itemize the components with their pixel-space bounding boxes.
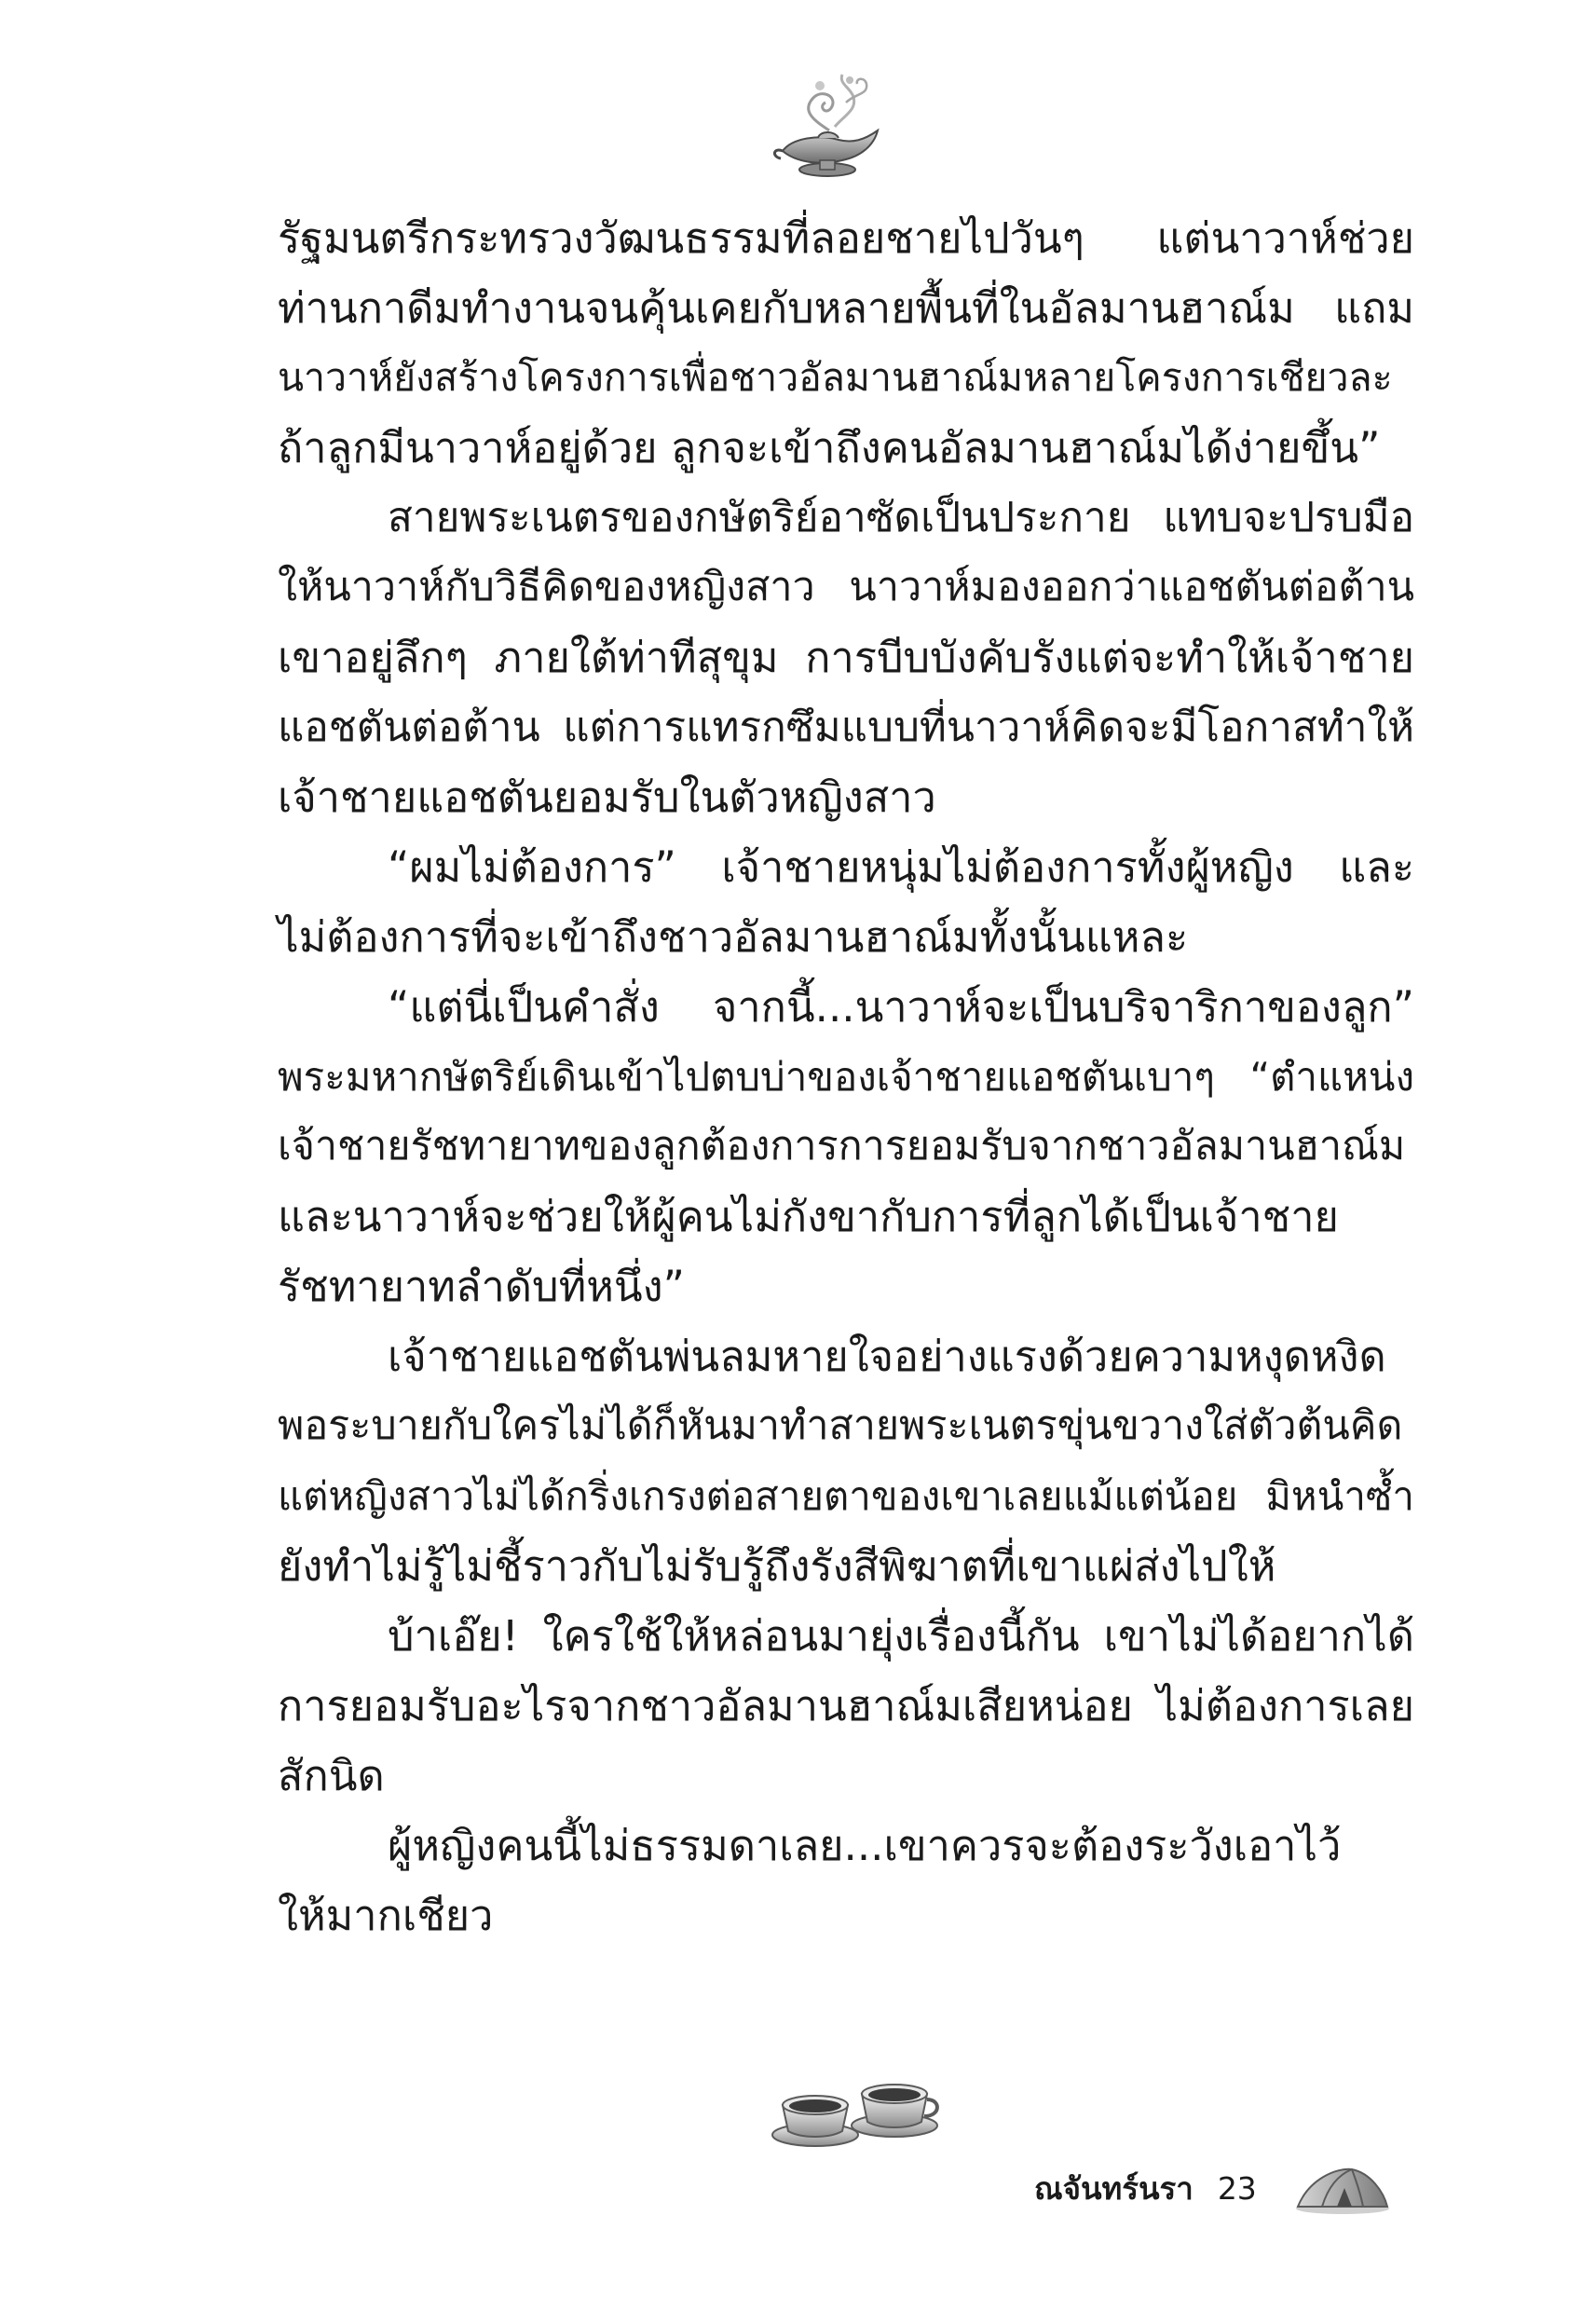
text-line: ให้มากเชียว [278,1891,494,1940]
text-line: ท่านกาดีมทำงานจนคุ้นเคยกับหลายพื้นที่ในอัลมานฮาณ์ม แถม [278,283,1414,333]
author-name: ณจันทร์นรา [1034,2169,1194,2207]
text-line: บ้าเอ๊ย! ใครใช้ให้หล่อนมายุ่งเรื่องนี้กัน เขาไม่ได้อยากได้ [388,1611,1414,1661]
coffee-cups-icon [764,2073,950,2157]
text-line: ให้นาวาห์กับวิธีคิดของหญิงสาว นาวาห์มองออกว่าแอชตันต่อต้าน [278,564,1414,610]
text-line: ไม่ต้องการที่จะเข้าถึงชาวอัลมานฮาณ์มทั้งนั้นแหละ [278,912,1189,962]
body-text [278,203,1414,1950]
text-line: “ผมไม่ต้องการ” เจ้าชายหนุ่มไม่ต้องการทั้งผู้หญิง และ [388,842,1414,892]
text-line: เจ้าชายแอชตันยอมรับในตัวหญิงสาว [278,773,936,822]
text-line: นาวาห์ยังสร้างโครงการเพื่อชาวอัลมานฮาณ์มหลายโครงการเชียวละ [278,355,1393,400]
tent-icon [1290,2160,1393,2216]
text-line: รัชทายาทลำดับที่หนึ่ง” [278,1262,685,1311]
page-number: 23 [1217,2169,1257,2207]
text-line: “แต่นี่เป็นคำสั่ง จากนี้...นาวาห์จะเป็นบริจาริกาของลูก” [388,982,1414,1032]
text-line: เจ้าชายแอชตันพ่นลมหายใจอย่างแรงด้วยความหงุดหงิด [388,1332,1386,1381]
text-line: แอชตันต่อต้าน แต่การแทรกซึมแบบที่นาวาห์คิดจะมีโอกาสทำให้ [278,704,1414,751]
text-line: พอระบายกับใครไม่ได้ก็หันมาทำสายพระเนตรขุ่นขวางใส่ตัวต้นคิด [278,1402,1403,1449]
text-line: แต่หญิงสาวไม่ได้กริ่งเกรงต่อสายตาของเขาเลยแม้แต่น้อย มิหนำซ้ำ [278,1473,1414,1519]
page-footer [1034,2160,1393,2216]
text-line: รัฐมนตรีกระทรวงวัฒนธรรมที่ลอยชายไปวันๆ แต่นาวาห์ช่วย [278,213,1414,263]
text-line: สักนิด [278,1751,385,1800]
text-line: สายพระเนตรของกษัตริย์อาซัดเป็นประกาย แทบจะปรบมือ [388,494,1414,541]
text-line: การยอมรับอะไรจากชาวอัลมานฮาณ์มเสียหน่อย ไม่ต้องการเลย [278,1681,1414,1730]
text-line: เจ้าชายรัชทายาทของลูกต้องการการยอมรับจากชาวอัลมานฮาณ์ม [278,1123,1406,1169]
text-line: และนาวาห์จะช่วยให้ผู้คนไม่กังขากับการที่ลูกได้เป็นเจ้าชาย [278,1192,1339,1241]
text-line: ถ้าลูกมีนาวาห์อยู่ด้วย ลูกจะเข้าถึงคนอัลมานฮาณ์มได้ง่ายขึ้น” [278,423,1381,472]
text-line: พระมหากษัตริย์เดินเข้าไปตบบ่าของเจ้าชายแอชตันเบาๆ “ตำแหน่ง [278,1054,1414,1100]
text-line: ผู้หญิงคนนี้ไม่ธรรมดาเลย...เขาควรจะต้องระวังเอาไว้ [388,1821,1342,1870]
magic-lamp-icon [764,65,894,186]
text-line: ยังทำไม่รู้ไม่ชี้ราวกับไม่รับรู้ถึงรังสีพิฆาตที่เขาแผ่ส่งไปให้ [278,1541,1276,1591]
text-line: เขาอยู่ลึกๆ ภายใต้ท่าทีสุขุม การบีบบังคับรังแต่จะทำให้เจ้าชาย [278,633,1414,682]
